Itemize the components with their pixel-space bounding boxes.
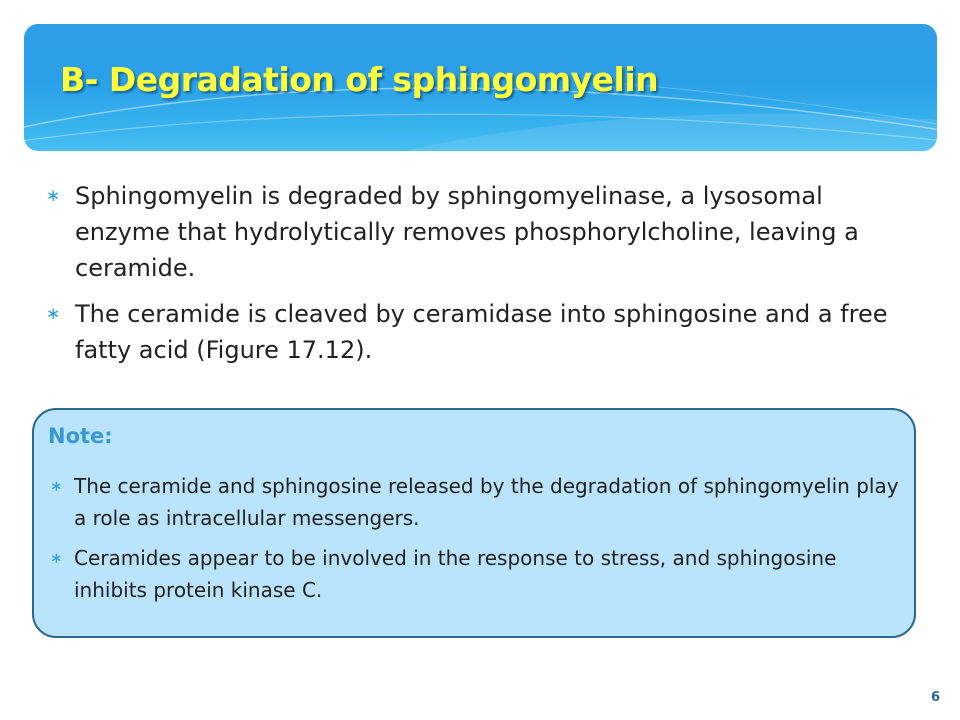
asterisk-bullet-icon: ∗ (46, 304, 61, 324)
slide-title: B- Degradation of sphingomyelin (60, 60, 659, 99)
note-item (48, 542, 908, 606)
asterisk-bullet-icon: ∗ (46, 186, 61, 206)
asterisk-bullet-icon: ∗ (50, 477, 63, 495)
note-box (32, 408, 916, 638)
note-list (48, 470, 908, 614)
bullet-text: The ceramide is cleaved by ceramidase into sphingosine and a free fatty acid (Figure 17.12). (75, 300, 888, 364)
note-title: Note: (48, 424, 113, 448)
bullet-item (44, 178, 904, 286)
asterisk-bullet-icon: ∗ (50, 549, 63, 567)
note-text: Ceramides appear to be involved in the response to stress, and sphingosine inhibits protein kinase C. (74, 546, 837, 602)
note-item (48, 470, 908, 534)
bullet-text: Sphingomyelin is degraded by sphingomyelinase, a lysosomal enzyme that hydrolytically removes phosphorylcholine, leaving a ceramide. (75, 182, 859, 282)
bullet-list (44, 178, 904, 378)
page-number: 6 (930, 690, 940, 705)
note-text: The ceramide and sphingosine released by the degradation of sphingomyelin play a role as intracellular messengers. (74, 474, 899, 530)
bullet-item (44, 296, 904, 368)
title-banner (24, 24, 937, 151)
